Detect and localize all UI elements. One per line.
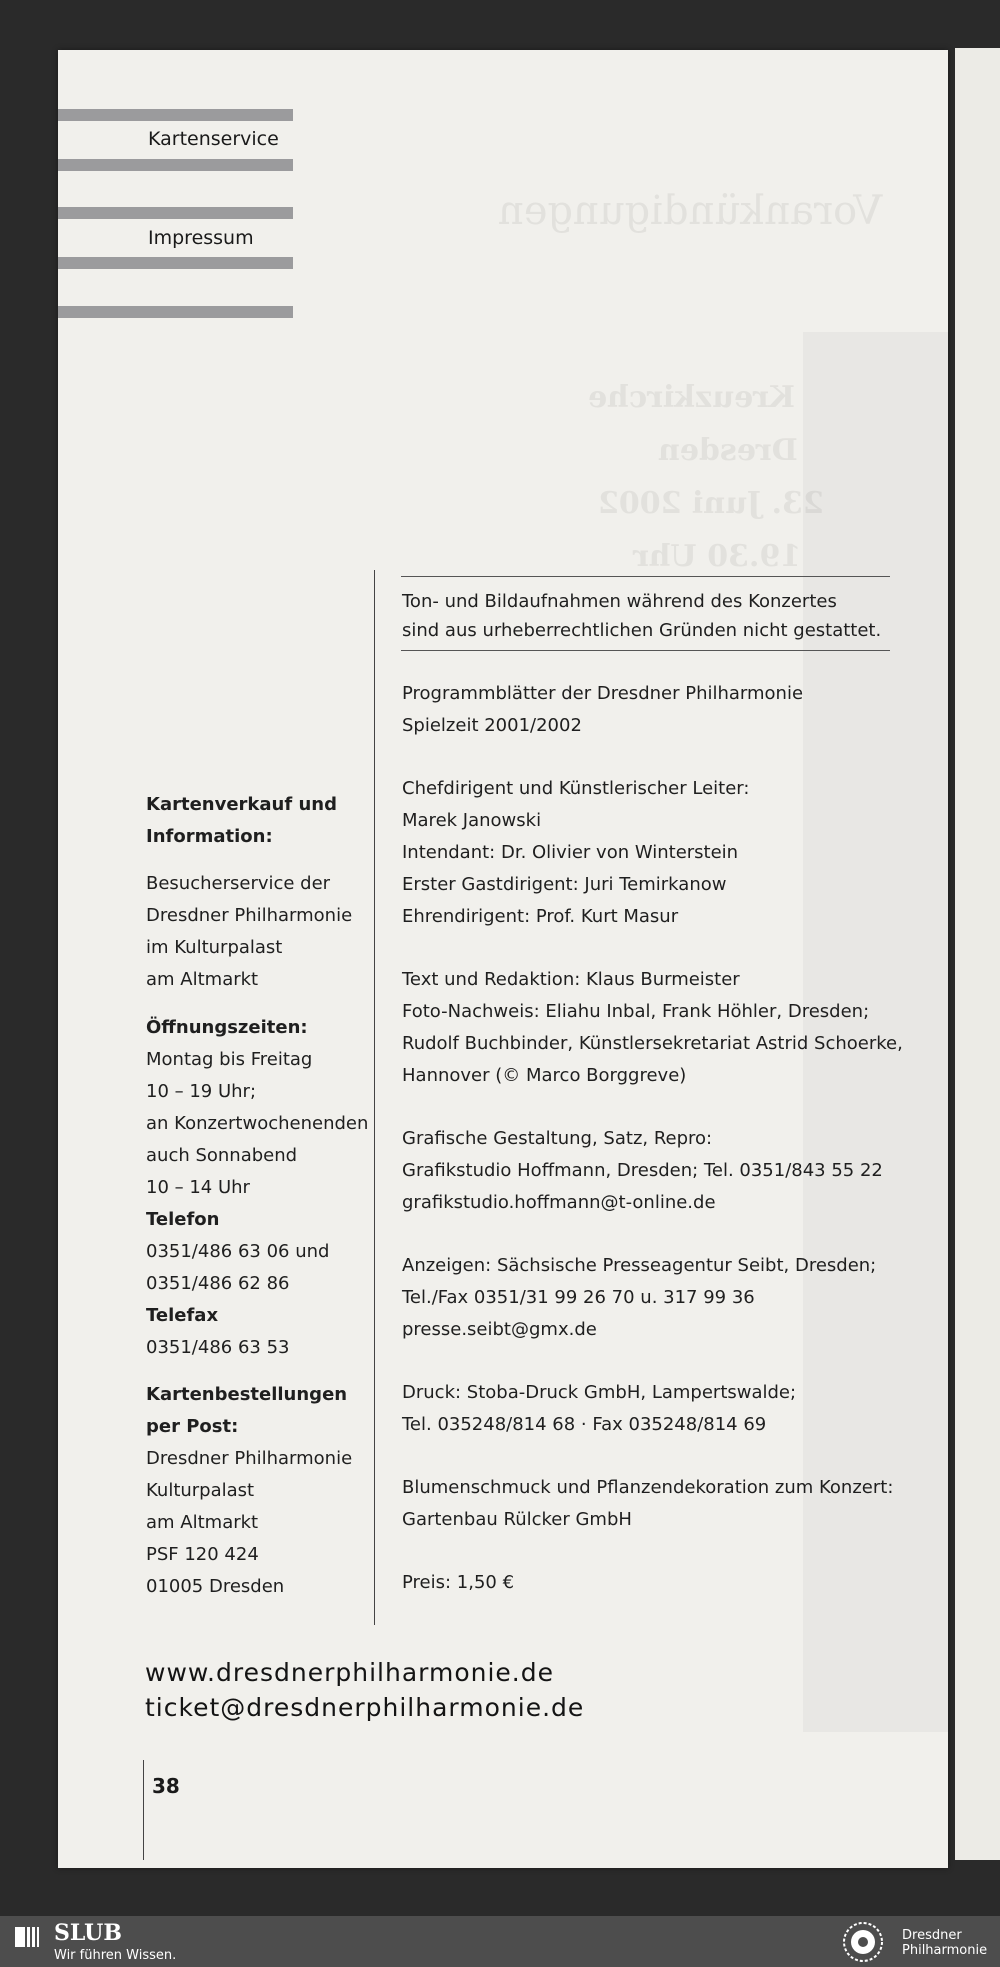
adjacent-page-edge bbox=[955, 48, 1000, 1860]
column-divider bbox=[374, 570, 375, 1625]
flowers-line: Gartenbau Rülcker GmbH bbox=[402, 1509, 632, 1530]
fax-heading: Telefax bbox=[146, 1305, 219, 1326]
design-line: Grafische Gestaltung, Satz, Repro: bbox=[402, 1128, 713, 1149]
hours-line: an Konzertwochenenden bbox=[146, 1113, 369, 1134]
design-line: Grafikstudio Hoffmann, Dresden; Tel. 0351/843 55 22 bbox=[402, 1160, 883, 1181]
hours-line: Montag bis Freitag bbox=[146, 1049, 313, 1070]
tab-label-kartenservice: Kartenservice bbox=[148, 128, 279, 150]
hours-line: 10 – 19 Uhr; bbox=[146, 1081, 257, 1102]
fax-line: 0351/486 63 53 bbox=[146, 1337, 290, 1358]
rule-top bbox=[401, 576, 890, 577]
philharmonie-name-line: Dresdner bbox=[902, 1928, 962, 1943]
philharmonie-logo-text bbox=[902, 1928, 987, 1958]
page-number-rule bbox=[143, 1760, 144, 1860]
sale-heading: Information: bbox=[146, 826, 273, 847]
credit-line: Rudolf Buchbinder, Künstlersekretariat Astrid Schoerke, bbox=[402, 1033, 903, 1054]
show-through-text: 23. Juni 2002 bbox=[598, 486, 824, 521]
philharmonie-name-line: Philharmonie bbox=[902, 1943, 988, 1958]
director-line: Ehrendirigent: Prof. Kurt Masur bbox=[402, 906, 679, 927]
tab-label-impressum: Impressum bbox=[148, 227, 254, 249]
show-through-text: Vorankündigungen bbox=[498, 188, 883, 234]
decorative-stripe bbox=[58, 306, 293, 318]
notice-line: sind aus urheberrechtlichen Gründen nicht gestattet. bbox=[402, 620, 882, 641]
design-line: grafikstudio.hoffmann@t-online.de bbox=[402, 1192, 716, 1213]
ads-line: Tel./Fax 0351/31 99 26 70 u. 317 99 36 bbox=[402, 1287, 755, 1308]
show-through-text: Kreuzkirche bbox=[588, 380, 795, 415]
price: Preis: 1,50 € bbox=[402, 1572, 515, 1593]
ads-line: presse.seibt@gmx.de bbox=[402, 1319, 597, 1340]
post-line: Dresdner Philharmonie bbox=[146, 1448, 353, 1469]
flowers-line: Blumenschmuck und Pflanzendekoration zum Konzert: bbox=[402, 1477, 894, 1498]
show-through-text: 19.30 Uhr bbox=[633, 539, 802, 574]
service-line: am Altmarkt bbox=[146, 969, 259, 990]
post-line: Kulturpalast bbox=[146, 1480, 255, 1501]
director-line: Marek Janowski bbox=[402, 810, 542, 831]
show-through-text: Dresden bbox=[658, 433, 798, 468]
phone-line: 0351/486 62 86 bbox=[146, 1273, 290, 1294]
post-line: 01005 Dresden bbox=[146, 1576, 285, 1597]
hours-line: 10 – 14 Uhr bbox=[146, 1177, 250, 1198]
service-line: Dresdner Philharmonie bbox=[146, 905, 353, 926]
notice-line: Ton- und Bildaufnahmen während des Konzertes bbox=[402, 591, 837, 612]
post-line: PSF 120 424 bbox=[146, 1544, 259, 1565]
book-icon bbox=[14, 1925, 40, 1949]
hours-heading: Öffnungszeiten: bbox=[146, 1017, 308, 1038]
credit-line: Hannover (© Marco Borggreve) bbox=[402, 1065, 687, 1086]
decorative-stripe bbox=[58, 159, 293, 171]
ticket-email[interactable]: ticket@dresdnerphilharmonie.de bbox=[145, 1693, 585, 1722]
credit-line: Text und Redaktion: Klaus Burmeister bbox=[402, 969, 740, 990]
page-number: 38 bbox=[152, 1774, 180, 1798]
hours-line: auch Sonnabend bbox=[146, 1145, 298, 1166]
service-line: Besucherservice der bbox=[146, 873, 331, 894]
website-url[interactable]: www.dresdnerphilharmonie.de bbox=[145, 1658, 554, 1687]
viewer-footer bbox=[0, 1916, 1000, 1967]
rule-bottom bbox=[401, 650, 890, 651]
decorative-stripe bbox=[58, 257, 293, 269]
program-line: Spielzeit 2001/2002 bbox=[402, 715, 582, 736]
phone-heading: Telefon bbox=[146, 1209, 220, 1230]
sale-heading: Kartenverkauf und bbox=[146, 794, 337, 815]
post-heading: Kartenbestellungen bbox=[146, 1384, 348, 1405]
director-line: Intendant: Dr. Olivier von Winterstein bbox=[402, 842, 739, 863]
service-line: im Kulturpalast bbox=[146, 937, 283, 958]
print-line: Druck: Stoba-Druck GmbH, Lampertswalde; bbox=[402, 1382, 797, 1403]
director-line: Chefdirigent und Künstlerischer Leiter: bbox=[402, 778, 750, 799]
philharmonie-logo-icon[interactable] bbox=[842, 1921, 884, 1963]
ads-line: Anzeigen: Sächsische Presseagentur Seibt, Dresden; bbox=[402, 1255, 877, 1276]
post-line: am Altmarkt bbox=[146, 1512, 259, 1533]
decorative-stripe bbox=[58, 109, 293, 121]
post-heading: per Post: bbox=[146, 1416, 239, 1437]
print-line: Tel. 035248/814 68 · Fax 035248/814 69 bbox=[402, 1414, 767, 1435]
program-line: Programmblätter der Dresdner Philharmonie bbox=[402, 683, 804, 704]
slub-tagline: Wir führen Wissen. bbox=[54, 1948, 177, 1963]
slub-logo-text[interactable]: SLUB bbox=[54, 1920, 122, 1946]
decorative-stripe bbox=[58, 207, 293, 219]
credit-line: Foto-Nachweis: Eliahu Inbal, Frank Höhler, Dresden; bbox=[402, 1001, 870, 1022]
document-page bbox=[58, 50, 948, 1868]
phone-line: 0351/486 63 06 und bbox=[146, 1241, 330, 1262]
director-line: Erster Gastdirigent: Juri Temirkanow bbox=[402, 874, 727, 895]
